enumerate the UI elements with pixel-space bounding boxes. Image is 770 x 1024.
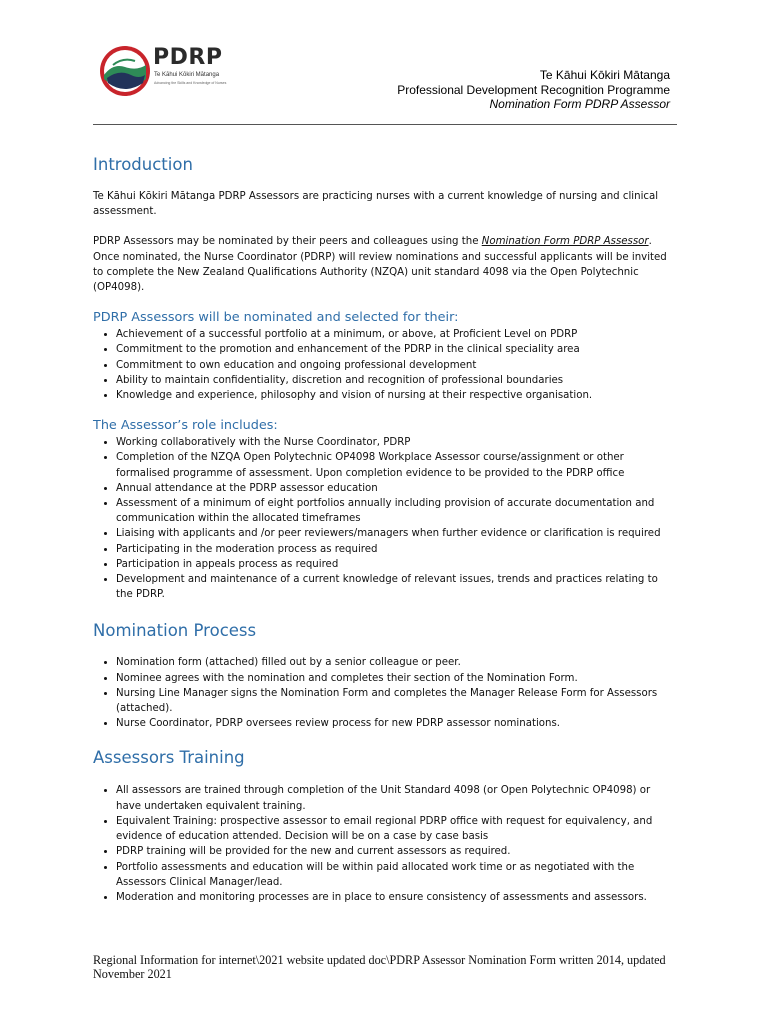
pdrp-logo — [99, 45, 229, 97]
logo-title: PDRP — [153, 45, 223, 70]
list-item: • Liaising with applicants and /or peer reviewers/managers when further evidence or clarification is required — [116, 526, 677, 541]
header-programme: Professional Development Recognition Programme — [397, 82, 670, 97]
list-item: • Commitment to the promotion and enhancement of the PDRP in the clinical speciality area — [116, 342, 677, 357]
list-item: • Completion of the NZQA Open Polytechnic OP4098 Workplace Assessor course/assignment or other formalised programme of assessment. Upon completion evidence to be provided to the PDRP office — [116, 450, 677, 480]
list-item: • Working collaboratively with the Nurse Coordinator, PDRP — [116, 435, 677, 450]
nomination-process-heading: Nomination Process — [93, 621, 257, 641]
introduction-paragraph-2-end: . Once nominated, the Nurse Coordinator (PDRP) will review nominations and successful applicants will be invited to complete the New Zealand Qualifications Authority (NZQA) unit standard 4098 via the Open Polytechnic (OP4098). — [93, 236, 667, 294]
list-item: • Portfolio assessments and education will be within paid allocated work time or as negotiated with the Assessors Clinical Manager/lead. — [116, 860, 677, 890]
nominated-list — [93, 327, 677, 403]
logo-subtitle: Te Kāhui Kōkiri Mātanga — [154, 72, 220, 78]
list-item: • Achievement of a successful portfolio at a minimum, or above, at Proficient Level on PDRP — [116, 327, 677, 342]
list-item: • Moderation and monitoring processes are in place to ensure consistency of assessments and assessors. — [116, 890, 677, 905]
document-header — [397, 68, 670, 112]
list-item: • Commitment to own education and ongoing professional development — [116, 358, 677, 373]
list-item: • Nominee agrees with the nomination and completes their section of the Nomination Form. — [116, 671, 677, 686]
list-item: • Nursing Line Manager signs the Nomination Form and completes the Manager Release Form for Assessors (attached). — [116, 686, 677, 716]
pdrp-logo-emblem — [99, 45, 151, 97]
document-footer: Regional Information for internet\2021 website updated doc\PDRP Assessor Nomination Form written 2014, updated November 2021 — [93, 953, 666, 981]
nomination-process-list — [93, 655, 677, 731]
introduction-paragraph-1: Te Kāhui Kōkiri Mātanga PDRP Assessors are practicing nurses with a current knowledge of nursing and clinical assessment. — [93, 191, 659, 218]
list-item: • Ability to maintain confidentiality, discretion and recognition of professional boundaries — [116, 373, 677, 388]
introduction-heading: Introduction — [93, 155, 193, 174]
header-form-title: Nomination Form PDRP Assessor — [489, 97, 670, 111]
logo-tagline: Advancing the Skills and Knowledge of Nurses — [154, 81, 227, 85]
list-item: • Knowledge and experience, philosophy and vision of nursing at their respective organisation. — [116, 388, 677, 403]
list-item: • Development and maintenance of a current knowledge of relevant issues, trends and practices relating to the PDRP. — [116, 572, 677, 602]
header-org: Te Kāhui Kōkiri Mātanga — [539, 68, 670, 82]
list-item: • Equivalent Training: prospective assessor to email regional PDRP office with request for equivalency, and evidence of education attended. Decision will be on a case by case basis — [116, 814, 677, 844]
role-list — [93, 435, 677, 602]
role-heading: The Assessor’s role includes: — [93, 418, 278, 434]
list-item: • Assessment of a minimum of eight portfolios annually including provision of accurate documentation and communication within the allocated timeframes — [116, 496, 677, 526]
list-item: • PDRP training will be provided for the new and current assessors as required. — [116, 844, 677, 859]
document-body — [93, 153, 677, 905]
header-divider — [93, 124, 677, 125]
list-item: • Participation in appeals process as required — [116, 557, 677, 572]
training-list — [93, 783, 677, 905]
list-item: • All assessors are trained through completion of the Unit Standard 4098 (or Open Polytechnic OP4098) or have undertaken equivalent training. — [116, 783, 677, 813]
nominated-heading: PDRP Assessors will be nominated and selected for their: — [93, 310, 459, 326]
list-item: • Annual attendance at the PDRP assessor education — [116, 481, 677, 496]
training-heading: Assessors Training — [93, 748, 245, 768]
list-item: • Nurse Coordinator, PDRP oversees review process for new PDRP assessor nominations. — [116, 716, 677, 731]
nomination-form-link[interactable]: Nomination Form PDRP Assessor — [481, 236, 649, 248]
introduction-paragraph-2-start: PDRP Assessors may be nominated by their peers and colleagues using the — [93, 236, 482, 248]
list-item: • Nomination form (attached) filled out by a senior colleague or peer. — [116, 655, 677, 670]
list-item: • Participating in the moderation process as required — [116, 542, 677, 557]
introduction-paragraph-2 — [93, 234, 677, 295]
